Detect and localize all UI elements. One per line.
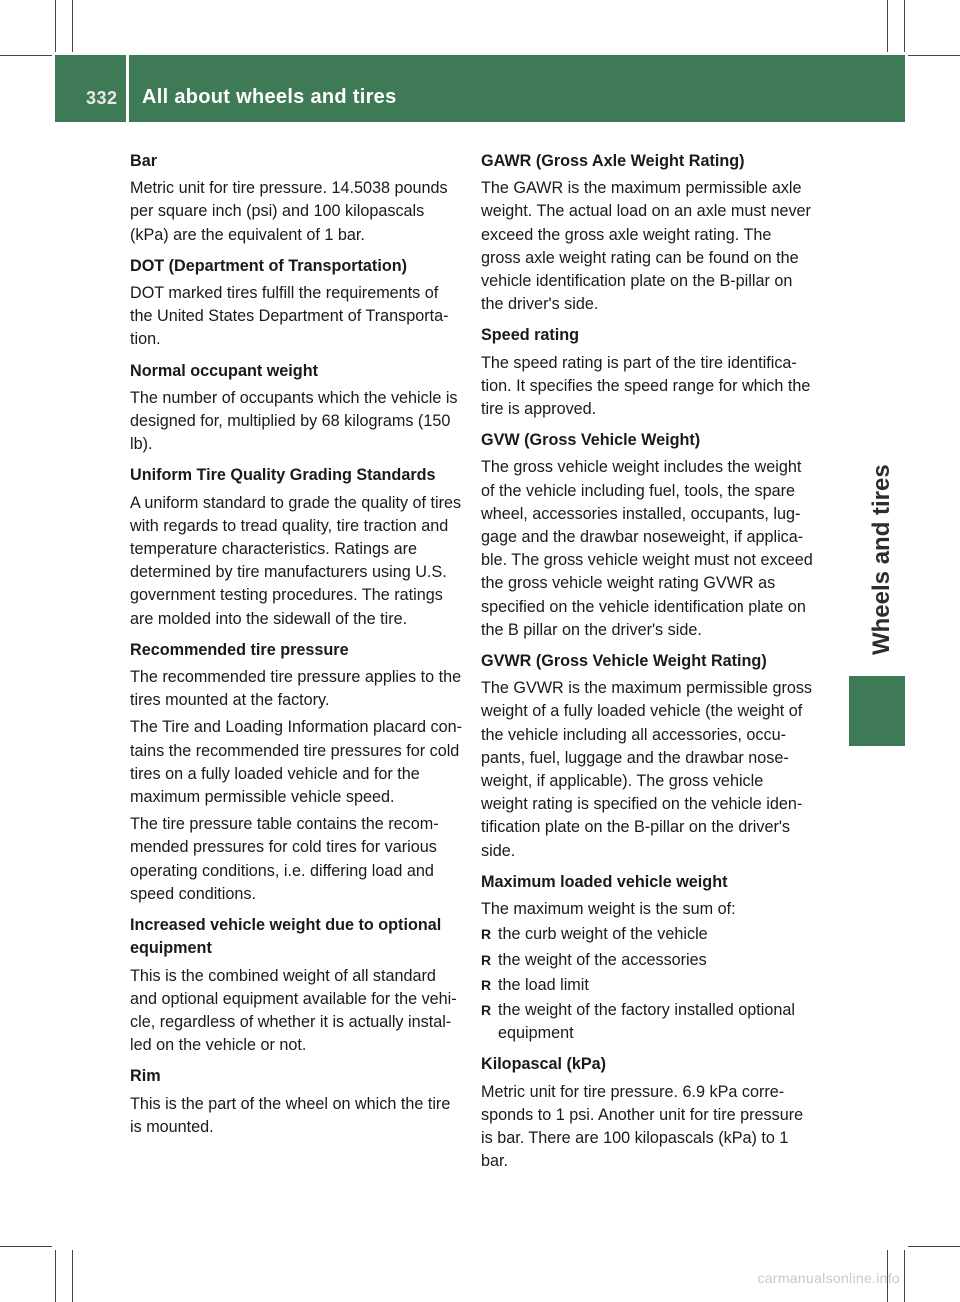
glossary-entry-recommended-tire-pressure <box>130 639 463 906</box>
glossary-definition: Metric unit for tire pressure. 14.5038 pounds per square inch (psi) and 100 kilopascals (kPa) are the equivalent of 1 bar. <box>130 179 448 244</box>
bullet-icon: R <box>481 1001 492 1018</box>
glossary-entry-gvwr <box>481 650 814 863</box>
list-item-text: the curb weight of the vehicle <box>498 925 708 944</box>
side-tab-marker <box>849 676 905 746</box>
list-item <box>481 949 814 972</box>
glossary-entry-dot <box>130 255 463 352</box>
glossary-definition: The recommended tire pressure applies to the tires mounted at the factory. <box>130 668 462 710</box>
glossary-definition: The tire pressure table contains the recom-mended pressures for cold tires for various operating conditions, i.e. differing load and speed conditions. <box>130 815 439 903</box>
glossary-entry-rim <box>130 1065 463 1139</box>
crop-mark <box>72 0 73 52</box>
glossary-definition: Metric unit for tire pressure. 6.9 kPa corre-sponds to 1 psi. Another unit for tire pressure is bar. There are 100 kilopascals (kPa) to 1 bar. <box>481 1082 804 1171</box>
glossary-term: Bar <box>130 152 157 170</box>
glossary-term: GAWR (Gross Axle Weight Rating) <box>481 152 745 170</box>
page-title: All about wheels and tires <box>142 86 397 108</box>
glossary-definition: The speed rating is part of the tire identifica-tion. It specifies the speed range for which the tire is approved. <box>481 353 811 419</box>
glossary-term: Recommended tire pressure <box>130 640 349 659</box>
crop-mark <box>904 1250 905 1302</box>
crop-mark <box>72 1250 73 1302</box>
glossary-term: Speed rating <box>481 326 580 345</box>
crop-mark <box>55 0 56 52</box>
glossary-entry-speed-rating <box>481 324 814 421</box>
glossary-term: DOT (Department of Transportation) <box>130 256 407 275</box>
glossary-definition: The GAWR is the maximum permissible axle weight. The actual load on an axle must never exceed the gross axle weight rating. The gross axle weight rating can be found on the vehicle identification plate on the B-pillar on the driver's side. <box>481 179 811 314</box>
crop-mark <box>887 0 888 52</box>
glossary-definition: A uniform standard to grade the quality of tires with regards to tread quality, tire traction and temperature characteristics. Ratings are determined by tire manufacturers using U.S. government testing procedures. The ratings are molded into the sidewall of the tire. <box>130 493 462 628</box>
list-item-text: the load limit <box>498 975 589 994</box>
glossary-term: Increased vehicle weight due to optional equipment <box>130 916 442 958</box>
crop-mark <box>908 1246 960 1247</box>
left-column <box>130 150 463 1147</box>
glossary-term: Maximum loaded vehicle weight <box>481 872 728 891</box>
list-item-text: the weight of the accessories <box>498 950 707 969</box>
glossary-entry-increased-vehicle-weight <box>130 914 463 1057</box>
list-item <box>481 999 814 1045</box>
glossary-definition: DOT marked tires fulfill the requirements of the United States Department of Transporta-tion. <box>130 284 449 349</box>
bullet-list <box>481 923 814 1045</box>
glossary-term: GVW (Gross Vehicle Weight) <box>481 431 701 450</box>
glossary-term: Uniform Tire Quality Grading Standards <box>130 466 436 485</box>
glossary-entry-gawr <box>481 150 814 316</box>
glossary-definition: The GVWR is the maximum permissible gross weight of a fully loaded vehicle (the weight of the vehicle including all accessories, occu-pants, fuel, luggage and the drawbar nose-weight, if applicable). The gross vehicle weight rating is specified on the vehicle iden-tification plate on the B-pillar on the driver's side. <box>481 679 813 860</box>
glossary-entry-bar <box>130 150 463 247</box>
glossary-definition: The number of occupants which the vehicle is designed for, multiplied by 68 kilograms (150 lb). <box>130 388 458 454</box>
glossary-definition: This is the part of the wheel on which the tire is mounted. <box>130 1094 451 1136</box>
glossary-entry-gvw <box>481 429 814 642</box>
crop-mark <box>908 55 960 56</box>
list-item <box>481 974 814 997</box>
watermark: carmanualsonline.info <box>757 1270 900 1286</box>
glossary-entry-max-loaded-weight <box>481 871 814 1045</box>
crop-mark <box>0 1246 52 1247</box>
bullet-icon: R <box>481 926 492 943</box>
glossary-term: GVWR (Gross Vehicle Weight Rating) <box>481 652 767 671</box>
right-column <box>481 150 814 1181</box>
bullet-icon: R <box>481 951 492 968</box>
glossary-term: Rim <box>130 1067 161 1086</box>
list-item <box>481 923 814 946</box>
glossary-entry-kilopascal <box>481 1053 814 1173</box>
list-item-text: the weight of the factory installed optional equipment <box>498 1000 795 1043</box>
glossary-definition: This is the combined weight of all standard and optional equipment available for the vehi-cle, regardless of whether it is actually instal-led on the vehicle or not. <box>130 966 457 1055</box>
glossary-term: Normal occupant weight <box>130 361 318 380</box>
header-divider <box>126 55 129 122</box>
crop-mark <box>55 1250 56 1302</box>
page-number: 332 <box>86 88 118 108</box>
glossary-entry-normal-occupant-weight <box>130 360 463 457</box>
glossary-definition: The gross vehicle weight includes the weight of the vehicle including fuel, tools, the spare wheel, accessories installed, occupants, lug-gage and the drawbar noseweight, if applica-ble. The gross vehicle weight must not exceed the gross vehicle weight rating GVWR as specified on the vehicle identification plate on the B pillar on the driver's side. <box>481 458 813 639</box>
side-tab-label: Wheels and tires <box>868 464 895 655</box>
glossary-definition: The maximum weight is the sum of: <box>481 900 736 919</box>
glossary-term: Kilopascal (kPa) <box>481 1055 607 1074</box>
crop-mark <box>0 55 52 56</box>
glossary-entry-utqgs <box>130 464 463 630</box>
bullet-icon: R <box>481 976 492 993</box>
glossary-definition: The Tire and Loading Information placard con-tains the recommended tire pressures for cold tires on a fully loaded vehicle and for the maximum permissible vehicle speed. <box>130 718 463 807</box>
crop-mark <box>904 0 905 52</box>
